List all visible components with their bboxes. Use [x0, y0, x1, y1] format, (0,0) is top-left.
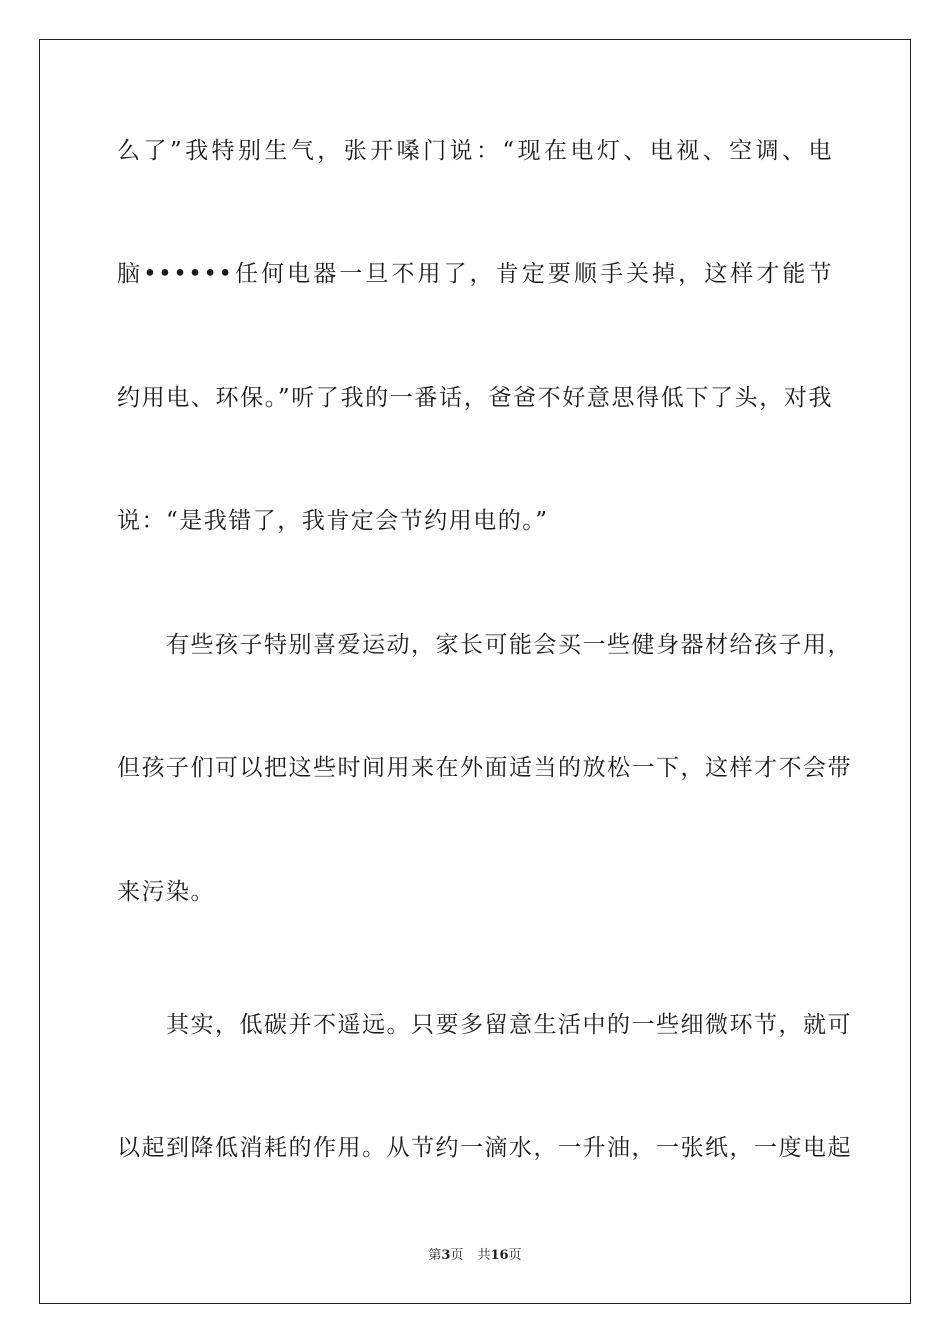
page-border [39, 39, 911, 1304]
page-footer [0, 1247, 950, 1265]
page-prefix: 第 [428, 1248, 442, 1263]
page-number: 3 [441, 1248, 451, 1263]
total-suffix: 页 [508, 1248, 522, 1263]
paragraph-line: 其实，低碳并不遥远。只要多留意生活中的一些细微环节，就可 [117, 1012, 852, 1038]
paragraph-line: 来污染。 [117, 879, 215, 905]
paragraph-line: 么了”我特别生气，张开嗓门说：“现在电灯、电视、空调、电 [117, 138, 833, 164]
total-prefix: 共 [477, 1248, 491, 1263]
paragraph-line: 约用电、环保。”听了我的一番话，爸爸不好意思得低下了头，对我 [117, 385, 833, 411]
paragraph-line: 有些孩子特别喜爱运动，家长可能会买一些健身器材给孩子用， [117, 632, 852, 658]
page-suffix: 页 [450, 1248, 464, 1263]
total-pages: 16 [490, 1248, 509, 1263]
paragraph-line: 但孩子们可以把这些时间用来在外面适当的放松一下，这样才不会带 [117, 755, 852, 781]
paragraph-line: 说：“是我错了，我肯定会节约用电的。” [117, 508, 549, 534]
paragraph-line: 以起到降低消耗的作用。从节约一滴水，一升油，一张纸，一度电起 [117, 1135, 852, 1161]
paragraph-line: 脑••••••任何电器一旦不用了，肯定要顺手关掉，这样才能节 [117, 261, 833, 287]
